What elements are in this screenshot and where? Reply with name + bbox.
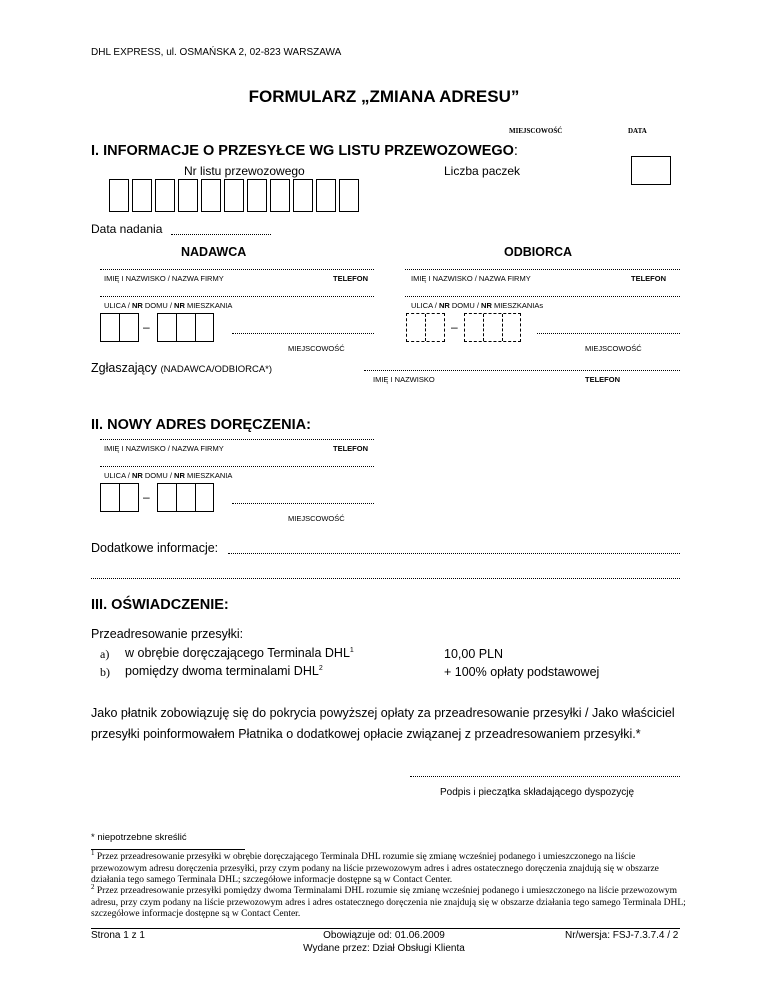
section1-heading: I. INFORMACJE O PRZESYŁCE WG LISTU PRZEWOZOWEGO: bbox=[91, 143, 518, 159]
recipient-title: ODBIORCA bbox=[504, 245, 573, 259]
send-date-label: Data nadania bbox=[91, 222, 163, 236]
recipient-city-label: MIEJSCOWOŚĆ bbox=[585, 344, 642, 353]
reporter-phone-label: TELEFON bbox=[585, 375, 620, 384]
footer-valid-from: Obowiązuje od: 01.06.2009 bbox=[323, 930, 445, 941]
sender-dash: – bbox=[143, 320, 150, 334]
waybill-digit-box[interactable] bbox=[155, 179, 175, 212]
new-city-field[interactable] bbox=[232, 503, 374, 504]
waybill-digit-box[interactable] bbox=[316, 179, 336, 212]
footnote-1: $^1$ Przez przeadresowanie przesyłki w obrębie doręczającego Terminala DHL rozumie się zmianę wcześniej podanego i umieszczonego na liście przewozowym adresu doręczenia przesyłki, przy czym podany na liście przewozowym adres i adres ostatecznego doręczenia znajdują się w obszarze działania tego samego Terminala DHL; szczegółowe informacje dostępne są w Contact Center. bbox=[91, 848, 659, 885]
recipient-house-no-boxes[interactable] bbox=[406, 313, 445, 342]
recipient-name-label: IMIĘ I NAZWISKO / NAZWA FIRMY bbox=[411, 274, 531, 283]
extra-info-field-2[interactable] bbox=[91, 578, 680, 579]
date-label: DATA bbox=[628, 127, 647, 135]
recipient-city-field[interactable] bbox=[537, 333, 680, 334]
waybill-digit-box[interactable] bbox=[339, 179, 359, 212]
new-dash: – bbox=[143, 490, 150, 504]
new-street-label: ULICA / NR DOMU / NR MIESZKANIA bbox=[104, 471, 233, 480]
footnote-2: $^2$ Przez przeadresowanie przesyłki pomiędzy dwoma Terminalami DHL rozumie się zmianę wcześniej podanego i umieszczonego na liście przewozowym adresu, przy czym podany na liście przewozowym adres i adres ostatecznego doręczenia nie znajdują się w obszarze działania tego samego Terminala DHL; szczegółowe informacje dostępne są w Contact Center. bbox=[91, 882, 686, 919]
option-b-text: pomiędzy dwoma terminalami DHL$^2$ bbox=[125, 664, 323, 678]
waybill-digit-box[interactable] bbox=[201, 179, 221, 212]
footer-page: Strona 1 z 1 bbox=[91, 930, 145, 941]
waybill-digit-box[interactable] bbox=[293, 179, 313, 212]
sender-title: NADAWCA bbox=[181, 245, 247, 259]
extra-info-field[interactable] bbox=[228, 553, 680, 554]
extra-info-label: Dodatkowe informacje: bbox=[91, 541, 219, 555]
option-b-letter: b) bbox=[100, 665, 110, 679]
sender-city-field[interactable] bbox=[232, 333, 374, 334]
new-city-label: MIEJSCOWOŚĆ bbox=[288, 514, 345, 523]
new-street-field[interactable] bbox=[100, 466, 374, 467]
place-label: MIEJSCOWOŚĆ bbox=[509, 127, 563, 135]
sender-street-label: ULICA / NR DOMU / NR MIESZKANIA bbox=[104, 301, 233, 310]
waybill-digit-box[interactable] bbox=[132, 179, 152, 212]
sender-name-field[interactable] bbox=[100, 269, 374, 270]
declaration-line-1: Jako płatnik zobowiązuję się do pokrycia powyższej opłaty za przeadresowanie przesyłki / Jako właściciel bbox=[91, 706, 675, 720]
recipient-name-field[interactable] bbox=[405, 269, 680, 270]
sender-city-label: MIEJSCOWOŚĆ bbox=[288, 344, 345, 353]
reporter-name-label: IMIĘ I NAZWISKO bbox=[373, 375, 435, 384]
new-flat-no-boxes[interactable] bbox=[157, 483, 214, 512]
signature-label: Podpis i pieczątka składającego dyspozycję bbox=[440, 787, 634, 798]
recipient-flat-no-boxes[interactable] bbox=[464, 313, 521, 342]
readdress-label: Przeadresowanie przesyłki: bbox=[91, 627, 244, 641]
waybill-digit-box[interactable] bbox=[224, 179, 244, 212]
new-house-no-boxes[interactable] bbox=[100, 483, 139, 512]
reporter-field[interactable] bbox=[364, 370, 680, 371]
option-a-letter: a) bbox=[100, 647, 110, 661]
signature-field[interactable] bbox=[410, 776, 680, 777]
footer-version: Nr/wersja: FSJ-7.3.7.4 / 2 bbox=[565, 930, 679, 941]
option-b-price: + 100% opłaty podstawowej bbox=[444, 665, 600, 679]
send-date-field[interactable] bbox=[171, 234, 271, 235]
new-name-field[interactable] bbox=[100, 439, 374, 440]
footnote-divider bbox=[91, 849, 245, 850]
strike-note: * niepotrzebne skreślić bbox=[91, 832, 187, 843]
option-a-price: 10,00 PLN bbox=[444, 647, 504, 661]
sender-house-no-boxes[interactable] bbox=[100, 313, 139, 342]
reporter-label: Zgłaszający (NADAWCA/ODBIORCA*) bbox=[91, 361, 273, 375]
recipient-phone-label: TELEFON bbox=[631, 274, 666, 283]
sender-name-label: IMIĘ I NAZWISKO / NAZWA FIRMY bbox=[104, 274, 224, 283]
waybill-digit-box[interactable] bbox=[109, 179, 129, 212]
declaration-line-2: przesyłki poinformowałem Płatnika o dodatkowej opłacie związanej z przeadresowaniem przesyłki.* bbox=[91, 727, 641, 741]
parcels-count-box[interactable] bbox=[631, 156, 671, 185]
recipient-street-label: ULICA / NR DOMU / NR MIESZKANIAs bbox=[411, 301, 544, 310]
section3-heading: III. OŚWIADCZENIE: bbox=[91, 597, 229, 613]
form-title: FORMULARZ „ZMIANA ADRESU” bbox=[248, 87, 520, 106]
footer-issued-by: Wydane przez: Dział Obsługi Klienta bbox=[303, 943, 465, 954]
recipient-dash: – bbox=[451, 320, 458, 334]
waybill-digit-box[interactable] bbox=[247, 179, 267, 212]
option-a-text: w obrębie doręczającego Terminala DHL$^1$ bbox=[125, 646, 354, 660]
recipient-street-field[interactable] bbox=[405, 296, 680, 297]
new-name-label: IMIĘ I NAZWISKO / NAZWA FIRMY bbox=[104, 444, 224, 453]
footer-rule bbox=[91, 928, 680, 929]
waybill-digit-box[interactable] bbox=[178, 179, 198, 212]
new-phone-label: TELEFON bbox=[333, 444, 368, 453]
sender-street-field[interactable] bbox=[100, 296, 374, 297]
company-address: DHL EXPRESS, ul. OSMAŃSKA 2, 02-823 WARSZAWA bbox=[91, 47, 342, 58]
waybill-label: Nr listu przewozowego bbox=[184, 164, 305, 178]
section2-heading: II. NOWY ADRES DORĘCZENIA: bbox=[91, 417, 311, 433]
waybill-digit-box[interactable] bbox=[270, 179, 290, 212]
sender-phone-label: TELEFON bbox=[333, 274, 368, 283]
sender-flat-no-boxes[interactable] bbox=[157, 313, 214, 342]
parcels-label: Liczba paczek bbox=[444, 164, 521, 178]
